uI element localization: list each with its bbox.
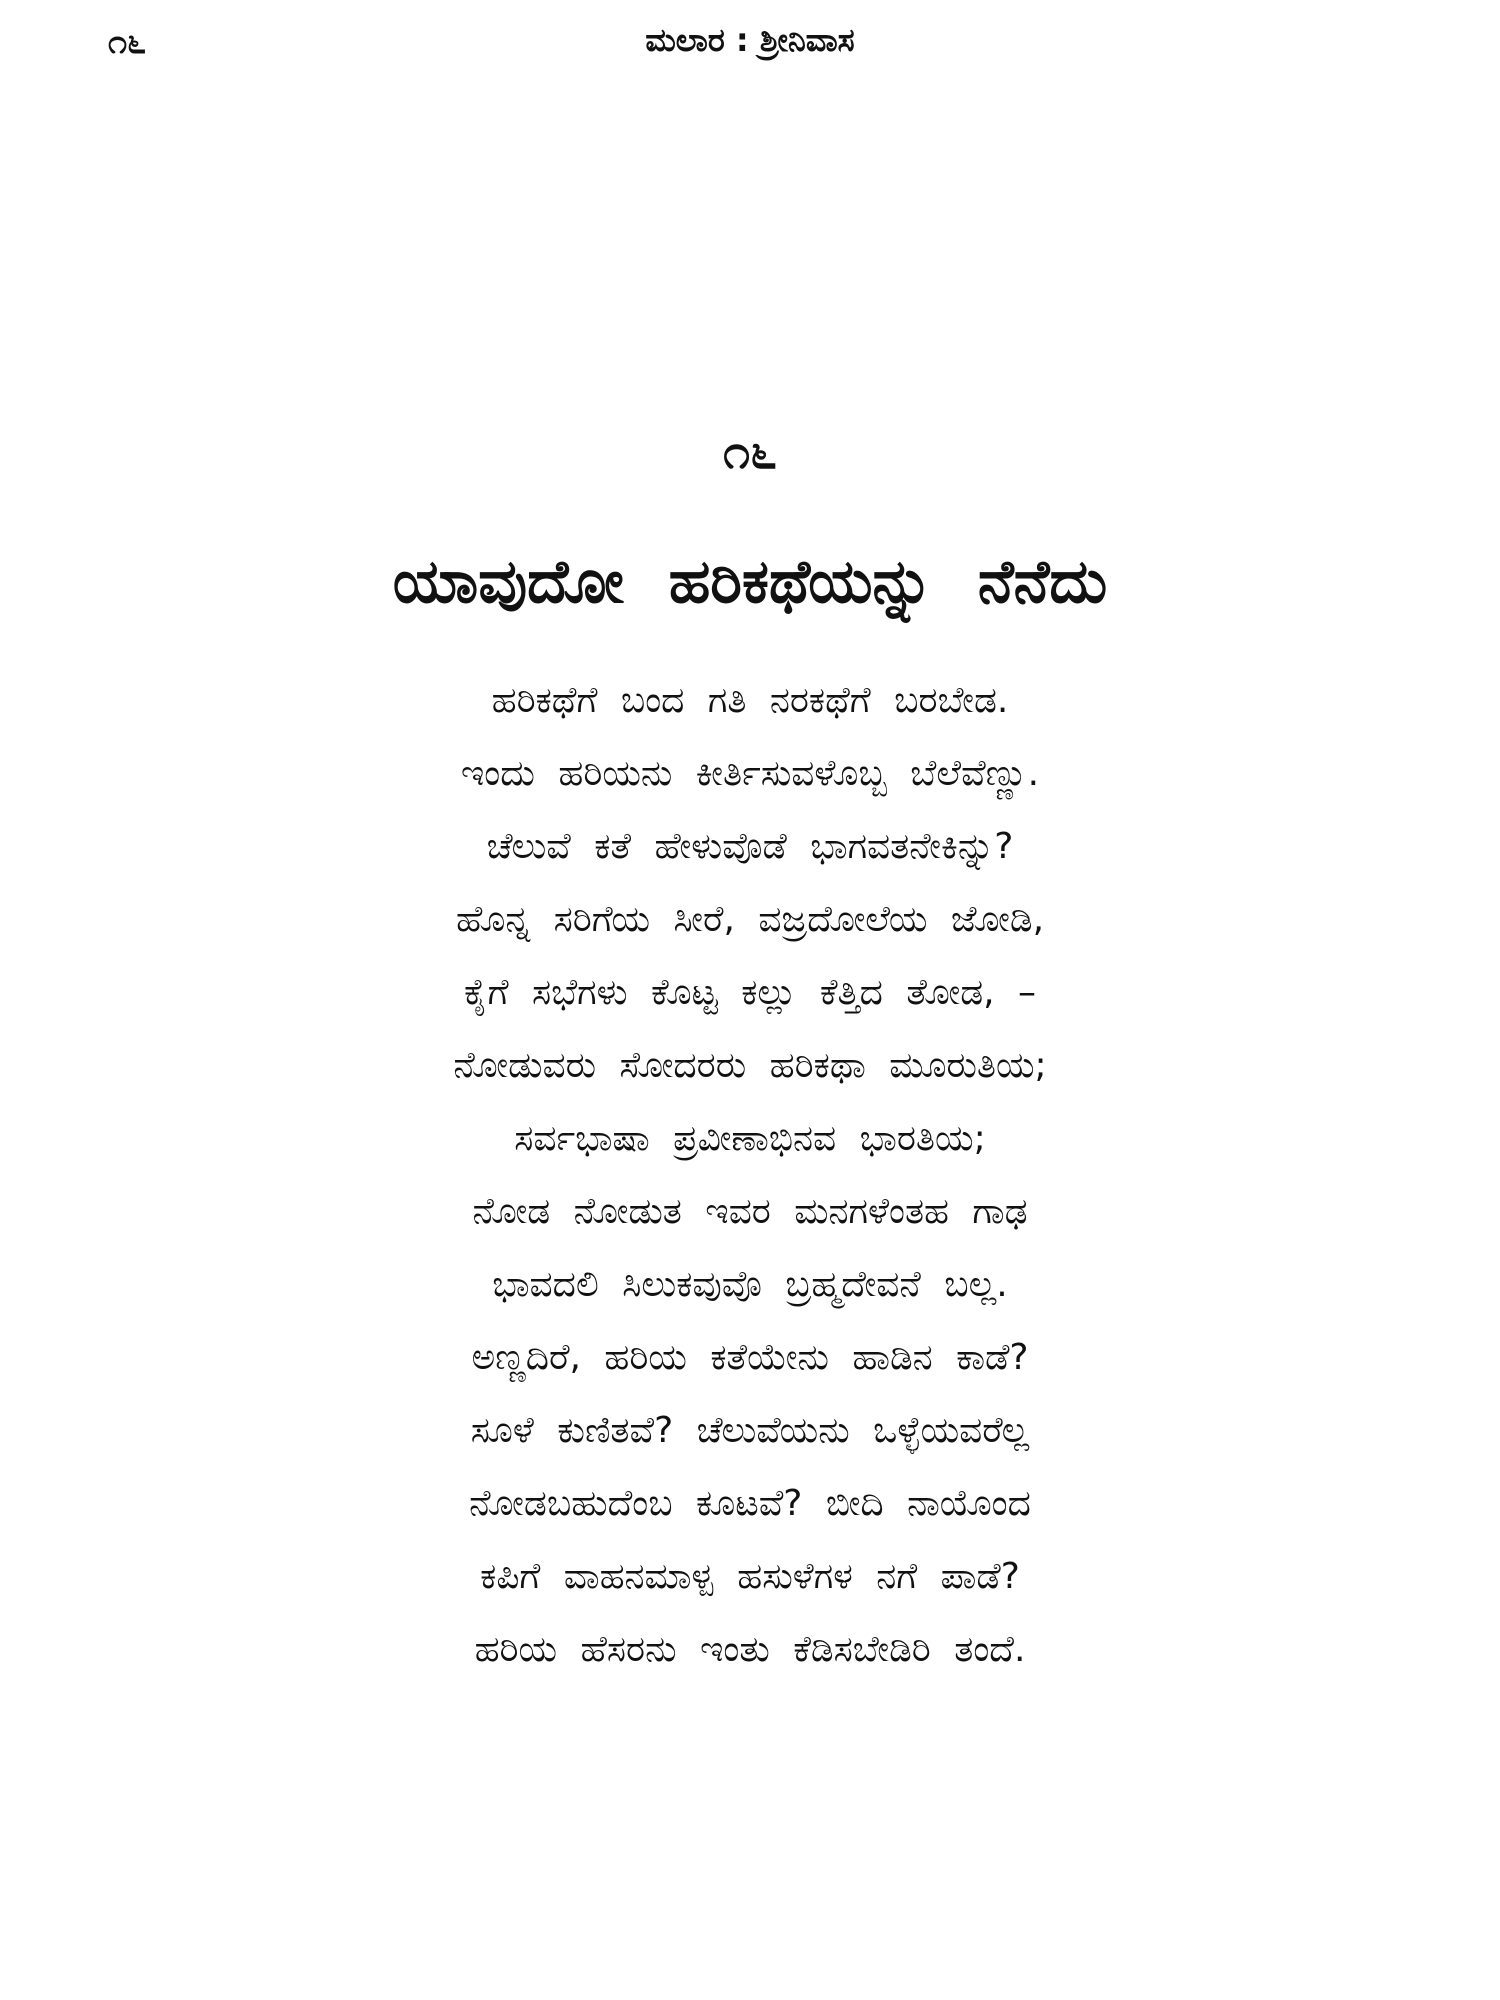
poem-title: ಯಾವುದೋ ಹರಿಕಥೆಯನ್ನು ನೆನೆದು <box>392 547 1108 617</box>
poem-line: ಅಣ್ಣದಿರೆ, ಹರಿಯ ಕತೆಯೇನು ಹಾಡಿನ ಕಾಡೆ? <box>471 1337 1029 1378</box>
running-header: ಮಲಾರ : ಶ್ರೀನಿವಾಸ <box>645 21 855 59</box>
poem-line: ನೋಡಬಹುದೆಂಬ ಕೂಟವೆ? ಬೀದಿ ನಾಯೊಂದ <box>469 1483 1031 1524</box>
poem-line: ನೋಡ ನೋಡುತ ಇವರ ಮನಗಳೆಂತಹ ಗಾಢ <box>472 1191 1028 1232</box>
poem-line: ಹೊನ್ನ ಸರಿಗೆಯ ಸೀರೆ, ವಜ್ರದೋಲೆಯ ಜೋಡಿ, <box>455 899 1045 940</box>
poem-line: ಹರಿಕಥೆಗೆ ಬಂದ ಗತಿ ನರಕಥೆಗೆ ಬರಬೇಡ. <box>491 680 1009 721</box>
poem-body <box>0 664 1500 1686</box>
poem-line: ಇಂದು ಹರಿಯನು ಕೀರ್ತಿಸುವಳೊಬ್ಬ ಬೆಲೆವೆಣ್ಣು. <box>460 753 1040 794</box>
poem-line: ಸೂಳೆ ಕುಣಿತವೆ? ಚೆಲುವೆಯನು ಒಳ್ಳೆಯವರೆಲ್ಲ <box>470 1410 1030 1451</box>
page-number: ೧೬ <box>108 22 147 62</box>
poem-line: ಸರ್ವಭಾಷಾ ಪ್ರವೀಣಾಭಿನವ ಭಾರತಿಯ; <box>514 1118 986 1159</box>
poem-line: ಭಾವದಲಿ ಸಿಲುಕವುವೊ ಬ್ರಹ್ಮದೇವನೆ ಬಲ್ಲ. <box>492 1264 1008 1305</box>
poem-line: ಕಪಿಗೆ ವಾಹನಮಾಳ್ಪ ಹಸುಳೆಗಳ ನಗೆ ಪಾಡೆ? <box>480 1556 1020 1597</box>
poem-number: ೧೬ <box>723 424 777 480</box>
poem-line: ಹರಿಯ ಹೆಸರನು ಇಂತು ಕೆಡಿಸಬೇಡಿರಿ ತಂದೆ. <box>474 1629 1026 1670</box>
poem-line: ನೋಡುವರು ಸೋದರರು ಹರಿಕಥಾ ಮೂರುತಿಯ; <box>453 1045 1047 1086</box>
poem-line: ಕೈಗೆ ಸಭೆಗಳು ಕೊಟ್ಟ ಕಲ್ಲು ಕೆತ್ತಿದ ತೋಡ, – <box>463 972 1037 1013</box>
poem-line: ಚೆಲುವೆ ಕತೆ ಹೇಳುವೊಡೆ ಭಾಗವತನೇಕಿನ್ನು? <box>486 826 1014 867</box>
